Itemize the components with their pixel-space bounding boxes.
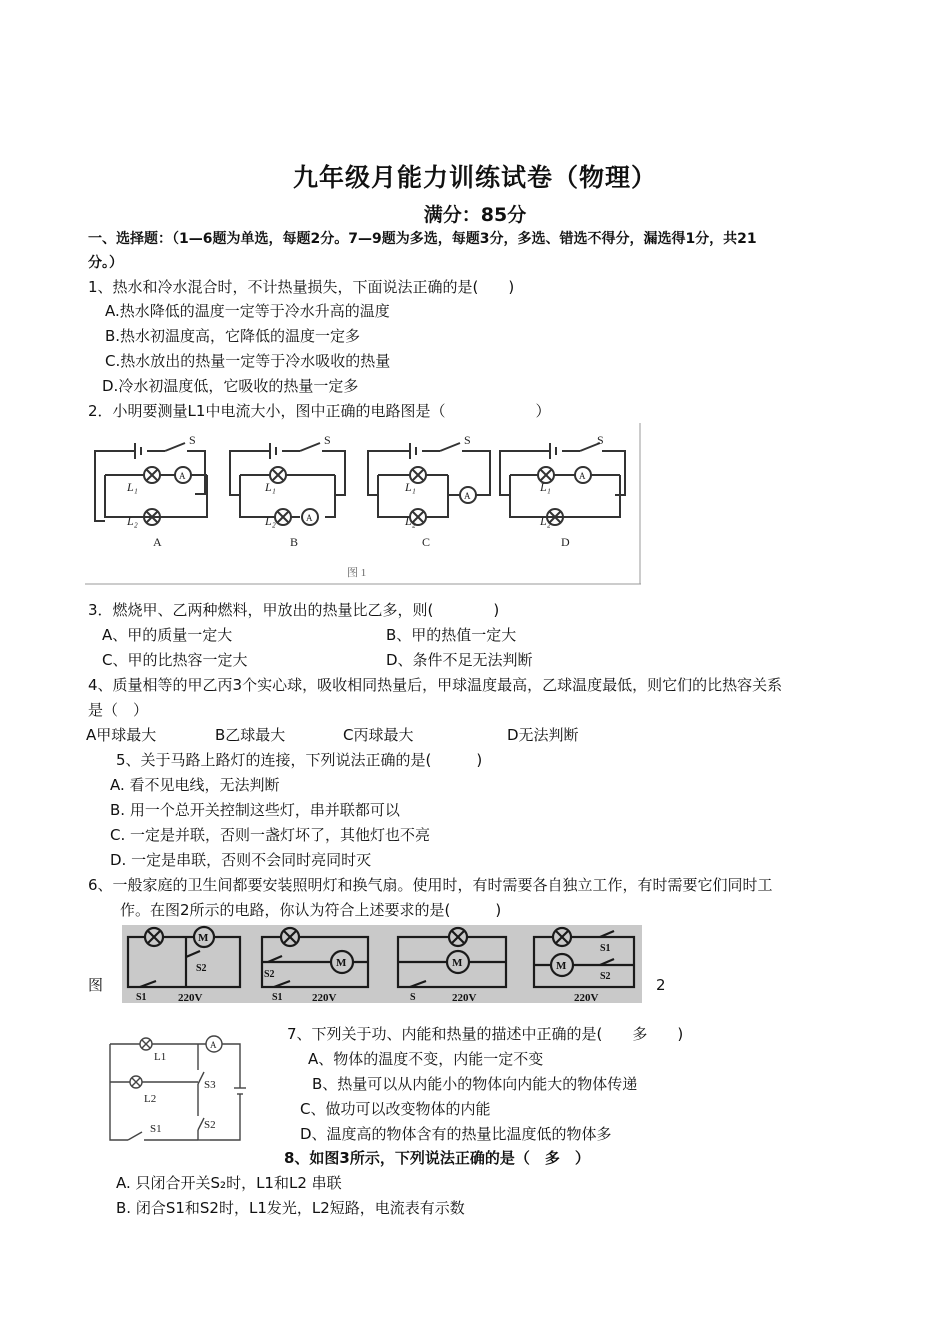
- q7-option-c: C、做功可以改变物体的内能: [300, 1100, 491, 1118]
- q3-stem: 3．燃烧甲、乙两种燃料，甲放出的热量比乙多，则( ): [88, 601, 500, 619]
- section-heading-line1: 一、选择题：（1—6题为单选，每题2分。7—9题为多选，每题3分，多选、错选不得分，漏选得1分，共21: [88, 231, 757, 247]
- q4-option-b: B乙球最大: [215, 726, 286, 744]
- fig3-s1: S1: [150, 1123, 162, 1135]
- fig2-label-right: 2: [656, 976, 666, 994]
- fig2-volt-3: 220V: [452, 992, 477, 1003]
- circuit-b: [230, 443, 345, 525]
- circuit-d: [500, 443, 625, 525]
- q7-option-b: B、热量可以从内能小的物体向内能大的物体传递: [312, 1075, 638, 1093]
- q6-stem-line2: 作。在图2所示的电路，你认为符合上述要求的是( ): [120, 901, 502, 919]
- q4-stem-line1: 4、质量相等的甲乙丙3个实心球，吸收相同热量后，甲球温度最高，乙球温度最低，则它们的比热容关系: [88, 676, 783, 694]
- fig3-ammeter: A: [210, 1040, 217, 1050]
- fig2-motor-4: M: [556, 960, 567, 972]
- svg-text:A: A: [306, 513, 313, 523]
- q4-stem-line2: 是（ ）: [88, 701, 149, 719]
- svg-text:S: S: [189, 433, 196, 447]
- circuit-c: [368, 443, 490, 525]
- svg-text:L₂: L₂: [540, 514, 551, 528]
- q5-option-d: D. 一定是串联，否则不会同时亮同时灭: [110, 851, 372, 869]
- q4-option-c: C丙球最大: [343, 726, 414, 744]
- q5-option-c: C. 一定是并联，否则一盏灯坏了，其他灯也不亮: [110, 826, 431, 844]
- fig3-l1: L1: [154, 1051, 167, 1063]
- page-title: 九年级月能力训练试卷（物理）: [292, 163, 657, 192]
- svg-text:A: A: [179, 471, 186, 481]
- figure-2-circuits: [122, 925, 642, 1003]
- fig1-label-a: A: [153, 535, 162, 549]
- fig2-label-left: 图: [88, 976, 104, 994]
- fig2-s2-1: S2: [196, 963, 207, 974]
- svg-text:A: A: [579, 471, 586, 481]
- q4-option-d: D无法判断: [507, 726, 579, 744]
- fig2-volt-1: 220V: [178, 992, 203, 1003]
- fig1-label-c: C: [422, 535, 431, 549]
- svg-text:S: S: [464, 433, 471, 447]
- section-heading-line2: 分。）: [88, 255, 123, 271]
- svg-text:L₂: L₂: [405, 514, 416, 528]
- q8-option-b: B. 闭合S1和S2时，L1发光，L2短路，电流表有示数: [116, 1199, 465, 1217]
- svg-text:S: S: [597, 433, 604, 447]
- fig2-s1-1: S1: [136, 992, 147, 1003]
- q7-option-a: A、物体的温度不变，内能一定不变: [308, 1050, 544, 1068]
- q5-option-a: A. 看不见电线，无法判断: [110, 776, 280, 794]
- q8-stem: 8、如图3所示，下列说法正确的是（ 多 ）: [284, 1149, 590, 1167]
- q1-option-b: B.热水初温度高，它降低的温度一定多: [105, 327, 361, 345]
- fig2-volt-2: 220V: [312, 992, 337, 1003]
- q7-stem: 7、下列关于功、内能和热量的描述中正确的是( 多 ): [287, 1025, 684, 1043]
- q7-option-d: D、温度高的物体含有的热量比温度低的物体多: [300, 1125, 612, 1143]
- fig2-s-3: S: [410, 992, 416, 1003]
- fig1-label-d: D: [561, 535, 570, 549]
- q3-option-c: C、甲的比热容一定大: [102, 651, 248, 669]
- q2-stem: 2．小明要测量L1中电流大小，图中正确的电路图是（ ）: [88, 402, 551, 420]
- svg-text:L₁: L₁: [405, 480, 416, 494]
- fig3-s2: S2: [204, 1119, 216, 1131]
- svg-text:L₂: L₂: [127, 514, 138, 528]
- figure-1-circuits: [85, 423, 641, 585]
- fig2-motor-2: M: [336, 957, 347, 969]
- fig2-s2-2: S2: [264, 969, 275, 980]
- q1-stem: 1、热水和冷水混合时，不计热量损失，下面说法正确的是( ): [88, 278, 515, 296]
- circuit-a: [95, 443, 207, 525]
- q1-option-c: C.热水放出的热量一定等于冷水吸收的热量: [105, 352, 391, 370]
- fig2-s1-2: S1: [272, 992, 283, 1003]
- svg-text:S: S: [324, 433, 331, 447]
- fig2-s1-4a: S1: [600, 943, 611, 954]
- q1-option-d: D.冷水初温度低，它吸收的热量一定多: [102, 377, 359, 395]
- fig3-l2: L2: [144, 1093, 157, 1105]
- fig2-motor-1: M: [198, 932, 209, 944]
- q3-option-a: A、甲的质量一定大: [102, 626, 233, 644]
- svg-text:L₁: L₁: [127, 480, 138, 494]
- fig3-s3: S3: [204, 1079, 216, 1091]
- q3-option-d: D、条件不足无法判断: [386, 651, 533, 669]
- q3-option-b: B、甲的热值一定大: [386, 626, 517, 644]
- q5-stem: 5、关于马路上路灯的连接，下列说法正确的是( ): [116, 751, 483, 769]
- fig2-volt-4: 220V: [574, 992, 599, 1003]
- figure-3-circuit: [100, 1030, 260, 1148]
- q5-option-b: B. 用一个总开关控制这些灯，串并联都可以: [110, 801, 400, 819]
- svg-text:L₁: L₁: [540, 480, 551, 494]
- svg-text:L₂: L₂: [265, 514, 276, 528]
- q1-option-a: A.热水降低的温度一定等于冷水升高的温度: [105, 302, 390, 320]
- fig2-s2-4: S2: [600, 971, 611, 982]
- fig1-label-b: B: [290, 535, 299, 549]
- q6-stem-line1: 6、一般家庭的卫生间都要安装照明灯和换气扇。使用时，有时需要各自独立工作，有时需要它们同时工: [88, 876, 773, 894]
- fig1-caption: 图 1: [347, 567, 367, 579]
- page-subtitle: 满分：85分: [423, 204, 527, 226]
- q8-option-a: A. 只闭合开关S₂时，L1和L2 串联: [116, 1174, 342, 1192]
- svg-text:A: A: [464, 491, 471, 501]
- svg-text:L₁: L₁: [265, 480, 276, 494]
- fig2-motor-3: M: [452, 957, 463, 969]
- q4-option-a: A甲球最大: [86, 726, 157, 744]
